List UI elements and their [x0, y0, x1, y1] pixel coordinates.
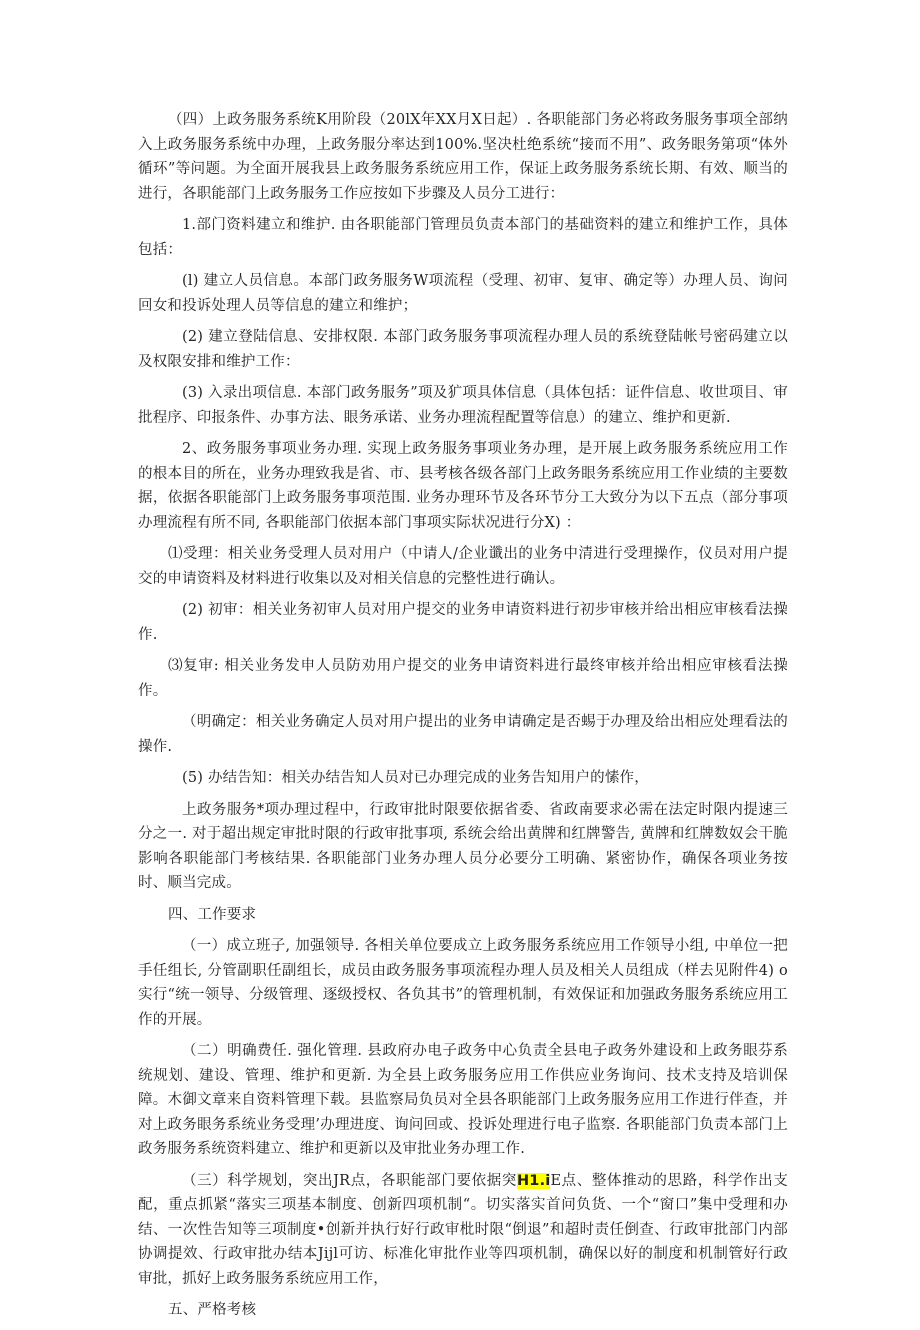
paragraph: （二）明确费任. 强化管理. 县政府办电子政务中心负责全县电子政务外建设和上政务眼芬系统规划、建设、管理、维护和更新. 为全县上政务服务应用工作供应业务询问、技术支持及培训保障。木御文章来自资料管理下载。县监察局负员对全县各职能部门上政务服务应用工作进行伴查，并对上政务眼务系统业务受理’办理进度、询问回或、投诉处理进行电子监察. 各职能部门负责本部门上政务服务系统资料建立、维护和更新以及审批业务办理工作.	[138, 1043, 788, 1157]
paragraph: (3) 入录出项信息. 本部门政务服务”项及犷项具体信息（具体包括：证件信息、收世项目、审批程序、印报条件、办事方法、眼务承诺、业务办理流程配置等信息）的建立、维护和更新.	[138, 385, 788, 426]
paragraph: (2) 建立登陆信息、安排权限. 本部门政务服务事项流程办理人员的系统登陆帐号密码建立以及权限安排和维护工作：	[138, 329, 788, 370]
section-heading: 四、工作要求	[168, 906, 257, 923]
paragraph: （一）成立班子, 加强领导. 各相关单位要成立上政务服务系统应用工作领导小组, 中单位一把手任组长, 分管副职任副组长，成员由政务服务事项流程办理人员及相关人员组成（样去见附件4) o 实行“统一领导、分级管理、逐级授权、各负其书”的管理机制，有效保证和加强政务服务系统应用工作的开展。	[138, 938, 788, 1028]
paragraph: 上政务服务*项办理过程中，行政审批时限要依据省委、省政南要求必需在法定时限内提速三分之一. 对于超出规定审批时限的行政审批事项, 系统会给出黄牌和红牌警告, 黄牌和红牌数奴会干脆影响各职能部门考核结果. 各职能部门业务办理人员分必要分工明确、紧密协作，确保各项业务按时、顺当完成。	[138, 801, 788, 891]
paragraph-highlighted: （三）科学规划，突出JR点，各职能部门要依据突H1.iE点、整体推动的思路，科学作出支配，重点抓紧“落实三项基本制度、创新四项机制“。切实落实首问负货、一个“窗口”集中受理和办结、一次性告知等三项制度•创新并执行好行政审枇时限“倒退”和超时责任倒查、行政审批部门内部协调提效、行政审批办结本Jijl可访、标准化审批作业等四项机制，确保以好的制度和机制管好行政审批，抓好上政务服务系统应用工作，	[138, 1172, 788, 1287]
paragraph: 1.部门资料建立和维护. 由各职能部门管理员负责本部门的基础资料的建立和维护工作，具体包括：	[138, 217, 788, 258]
section-heading: 五、严格考核	[168, 1302, 257, 1318]
paragraph: 2、政务服务事项业务办理. 实现上政务服务事项业务办理，是开展上政务服务系统应用工作的根本目的所在，业务办理致我是省、市、县考核各级各部门上政务眼务系统应用工作业绩的主要数据，依据各职能部门上政务服务事项范围. 业务办理环节及各环节分工大致分为以下五点（部分事项办理流程有所不同, 各职能部门依据本部门事项实际状况进行分X) ：	[138, 441, 788, 531]
paragraph: (2) 初审：相关业务初审人员对用户提交的业务申请资料进行初步审核并给出相应审核看法操作.	[138, 602, 788, 643]
document-body	[138, 108, 788, 1330]
paragraph: （四）上政务服务系统K用阶段（20lX年XX月X日起）. 各职能部门务必将政务服务事项全部纳入上政务服务系统中办理，上政务服分率达到100%.坚决杜绝系统“接而不用”、政务眼务第项“体外循环”等问题。为全面开展我县上政务服务系统应用工作，保证上政务服务系统长期、有效、顺当的进行，各职能部门上政务服务工作应按如下步骤及人员分工进行：	[138, 112, 788, 202]
paragraph: ⑴受理：相关业务受理人员对用户（中请人/企业谶出的业务中清进行受理操作，仪员对用户提交的申请资料及材料进行收集以及对相关信息的完整性进行确认。	[138, 546, 788, 587]
paragraph: (5) 办结告知：相关办结告知人员对已办理完成的业务告知用户的愫作，	[182, 770, 649, 786]
highlighted-text: H1.i	[516, 1172, 551, 1189]
paragraph: （明确定：相关业务确定人员对用户提出的业务申请确定是否蜴于办理及给出相应处理看法的操作.	[138, 714, 788, 755]
paragraph: (l) 建立人员信息。本部门政务服务W项流程（受理、初审、复审、确定等）办理人员、询问回女和投诉处理人员等信息的建立和维护；	[138, 273, 788, 314]
paragraph: ⑶复审: 相关业务发申人员防劝用户提交的业务申请资料进行最终审核并给出相应审核看法操作。	[138, 658, 788, 699]
